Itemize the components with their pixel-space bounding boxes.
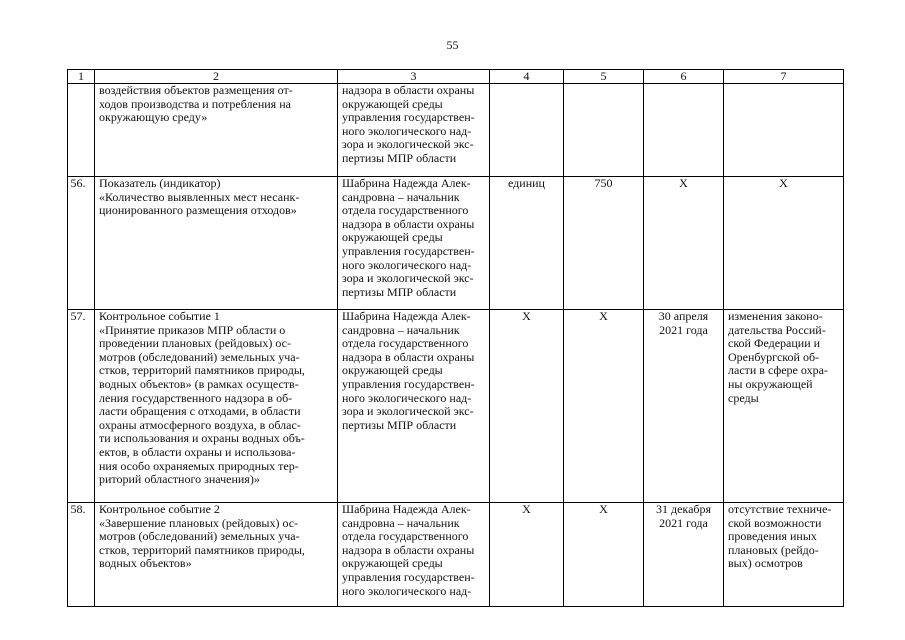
- row-number: 56.: [68, 177, 95, 310]
- row-note: [724, 84, 844, 177]
- row-number: 58.: [68, 503, 95, 607]
- row-unit: Х: [490, 503, 564, 607]
- row-value: Х: [564, 310, 644, 503]
- row-note: Х: [724, 177, 844, 310]
- column-header: 7: [724, 70, 844, 84]
- row-date: 30 апреля 2021 года: [644, 310, 724, 503]
- row-responsible: Шабрина Надежда Алек- сандровна – начальник отдела государственного надзора в области охраны окружающей среды управления государствен- ного экологического над-: [338, 503, 490, 607]
- column-header: 6: [644, 70, 724, 84]
- row-date: [644, 84, 724, 177]
- column-header: 5: [564, 70, 644, 84]
- row-number: [68, 84, 95, 177]
- row-responsible: Шабрина Надежда Алек- сандровна – начальник отдела государственного надзора в области охраны окружающей среды управления государствен- ного экологического над- зора и экологической экс- пертизы МПР области: [338, 310, 490, 503]
- row-name: Контрольное событие 2 «Завершение плановых (рейдовых) ос- мотров (обследований) земельных уча- стков, территорий памятников природы, водных объектов»: [95, 503, 338, 607]
- row-name: Контрольное событие 1 «Принятие приказов МПР области о проведении плановых (рейдовых) ос- мотров (обследований) земельных уча- стков, территорий памятников природы, водных объектов» (в рамках осуществ- ления государственного надзора в об- ласти обращения с отходами, в области охраны атмосферного воздуха, в облас- ти использования и охраны водных объ- ектов, в области охраны и использова- ния особо охраняемых природных тер- риторий областного значения)»: [95, 310, 338, 503]
- page-number: 55: [446, 38, 459, 52]
- table-row: [68, 310, 844, 503]
- row-name: воздействия объектов размещения от- ходов производства и потребления на окружающую среду»: [95, 84, 338, 177]
- column-header: 4: [490, 70, 564, 84]
- row-note: изменения законо- дательства Россий- ской Федерации и Оренбургской об- ласти в сфере охра- ны окружающей среды: [724, 310, 844, 503]
- row-unit: единиц: [490, 177, 564, 310]
- column-header: 3: [338, 70, 490, 84]
- row-value: [564, 84, 644, 177]
- column-number-row: [68, 70, 844, 84]
- table-row: [68, 84, 844, 177]
- row-responsible: Шабрина Надежда Алек- сандровна – начальник отдела государственного надзора в области охраны окружающей среды управления государствен- ного экологического над- зора и экологической экс- пертизы МПР области: [338, 177, 490, 310]
- plan-table: [67, 69, 844, 607]
- row-date: 31 декабря 2021 года: [644, 503, 724, 607]
- column-header: 2: [95, 70, 338, 84]
- row-number: 57.: [68, 310, 95, 503]
- row-value: 750: [564, 177, 644, 310]
- column-header: 1: [68, 70, 95, 84]
- table-row: [68, 177, 844, 310]
- row-responsible: надзора в области охраны окружающей среды управления государствен- ного экологического над- зора и экологической экс- пертизы МПР области: [338, 84, 490, 177]
- row-value: Х: [564, 503, 644, 607]
- row-date: Х: [644, 177, 724, 310]
- row-unit: Х: [490, 310, 564, 503]
- table-row: [68, 503, 844, 607]
- row-unit: [490, 84, 564, 177]
- row-note: отсутствие техниче- ской возможности проведения иных плановых (рейдо- вых) осмотров: [724, 503, 844, 607]
- row-name: Показатель (индикатор) «Количество выявленных мест несанк- ционированного размещения отходов»: [95, 177, 338, 310]
